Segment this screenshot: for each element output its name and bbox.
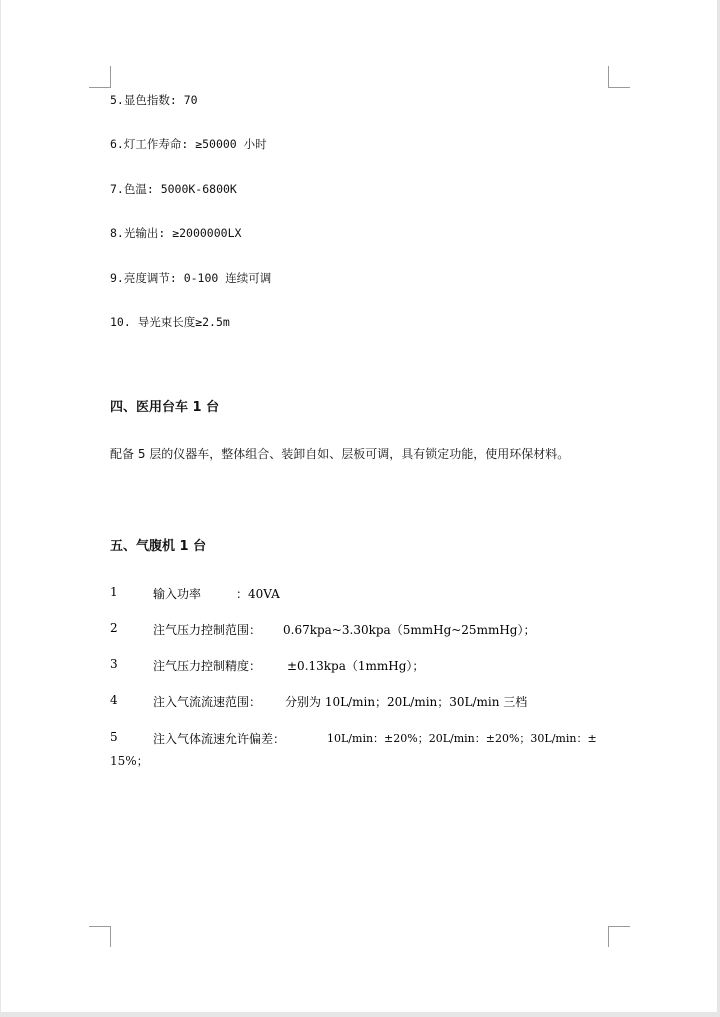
spec-row — [110, 585, 610, 599]
list-item: 10. 导光束长度≥2.5m — [110, 315, 230, 329]
list-item: 6.灯工作寿命: ≥50000 小时 — [110, 137, 267, 151]
list-item: 8.光输出: ≥2000000LX — [110, 226, 242, 240]
spec-label: 注入气流流速范围： — [153, 695, 262, 709]
list-item: 9.亮度调节: 0-100 连续可调 — [110, 271, 272, 285]
list-item: 5.显色指数: 70 — [110, 93, 198, 107]
spec-value: 10L/min：±20%；20L/min：±20%；30L/min：± — [327, 732, 597, 745]
section-heading: 四、医用台车 1 台 — [110, 400, 220, 415]
section-body: 配备 5 层的仪器车，整体组合、装卸自如、层板可调，具有锁定功能，使用环保材料。 — [110, 447, 570, 461]
corner-mark-top-left — [89, 66, 111, 88]
corner-mark-top-right — [608, 66, 630, 88]
spec-number: 1 — [110, 585, 118, 599]
spec-number: 4 — [110, 693, 118, 707]
spec-label: 注气压力控制范围： — [153, 623, 262, 637]
spec-value: ±0.13kpa（1mmHg）； — [287, 659, 425, 673]
corner-mark-bottom-left — [89, 926, 111, 947]
spec-number: 3 — [110, 657, 118, 671]
spec-label: 注入气体流速允许偏差： — [153, 732, 286, 746]
corner-mark-bottom-right — [608, 926, 630, 947]
spec-row — [110, 621, 610, 635]
list-item: 7.色温: 5000K-6800K — [110, 182, 237, 196]
spec-number: 2 — [110, 621, 118, 635]
spec-row — [110, 693, 610, 707]
section-heading: 五、气腹机 1 台 — [110, 539, 207, 554]
spec-continuation: 15%； — [110, 754, 149, 768]
document-page — [1, 0, 717, 1012]
spec-value: ：40VA — [236, 587, 280, 601]
spec-row — [110, 657, 610, 671]
spec-label: 注气压力控制精度： — [153, 659, 262, 673]
spec-value: 分别为 10L/min；20L/min；30L/min 三档 — [285, 695, 528, 709]
spec-number: 5 — [110, 730, 118, 744]
spec-row — [110, 730, 610, 744]
spec-value: 0.67kpa~3.30kpa（5mmHg~25mmHg）； — [283, 623, 536, 637]
spec-label: 输入功率 — [153, 587, 202, 601]
